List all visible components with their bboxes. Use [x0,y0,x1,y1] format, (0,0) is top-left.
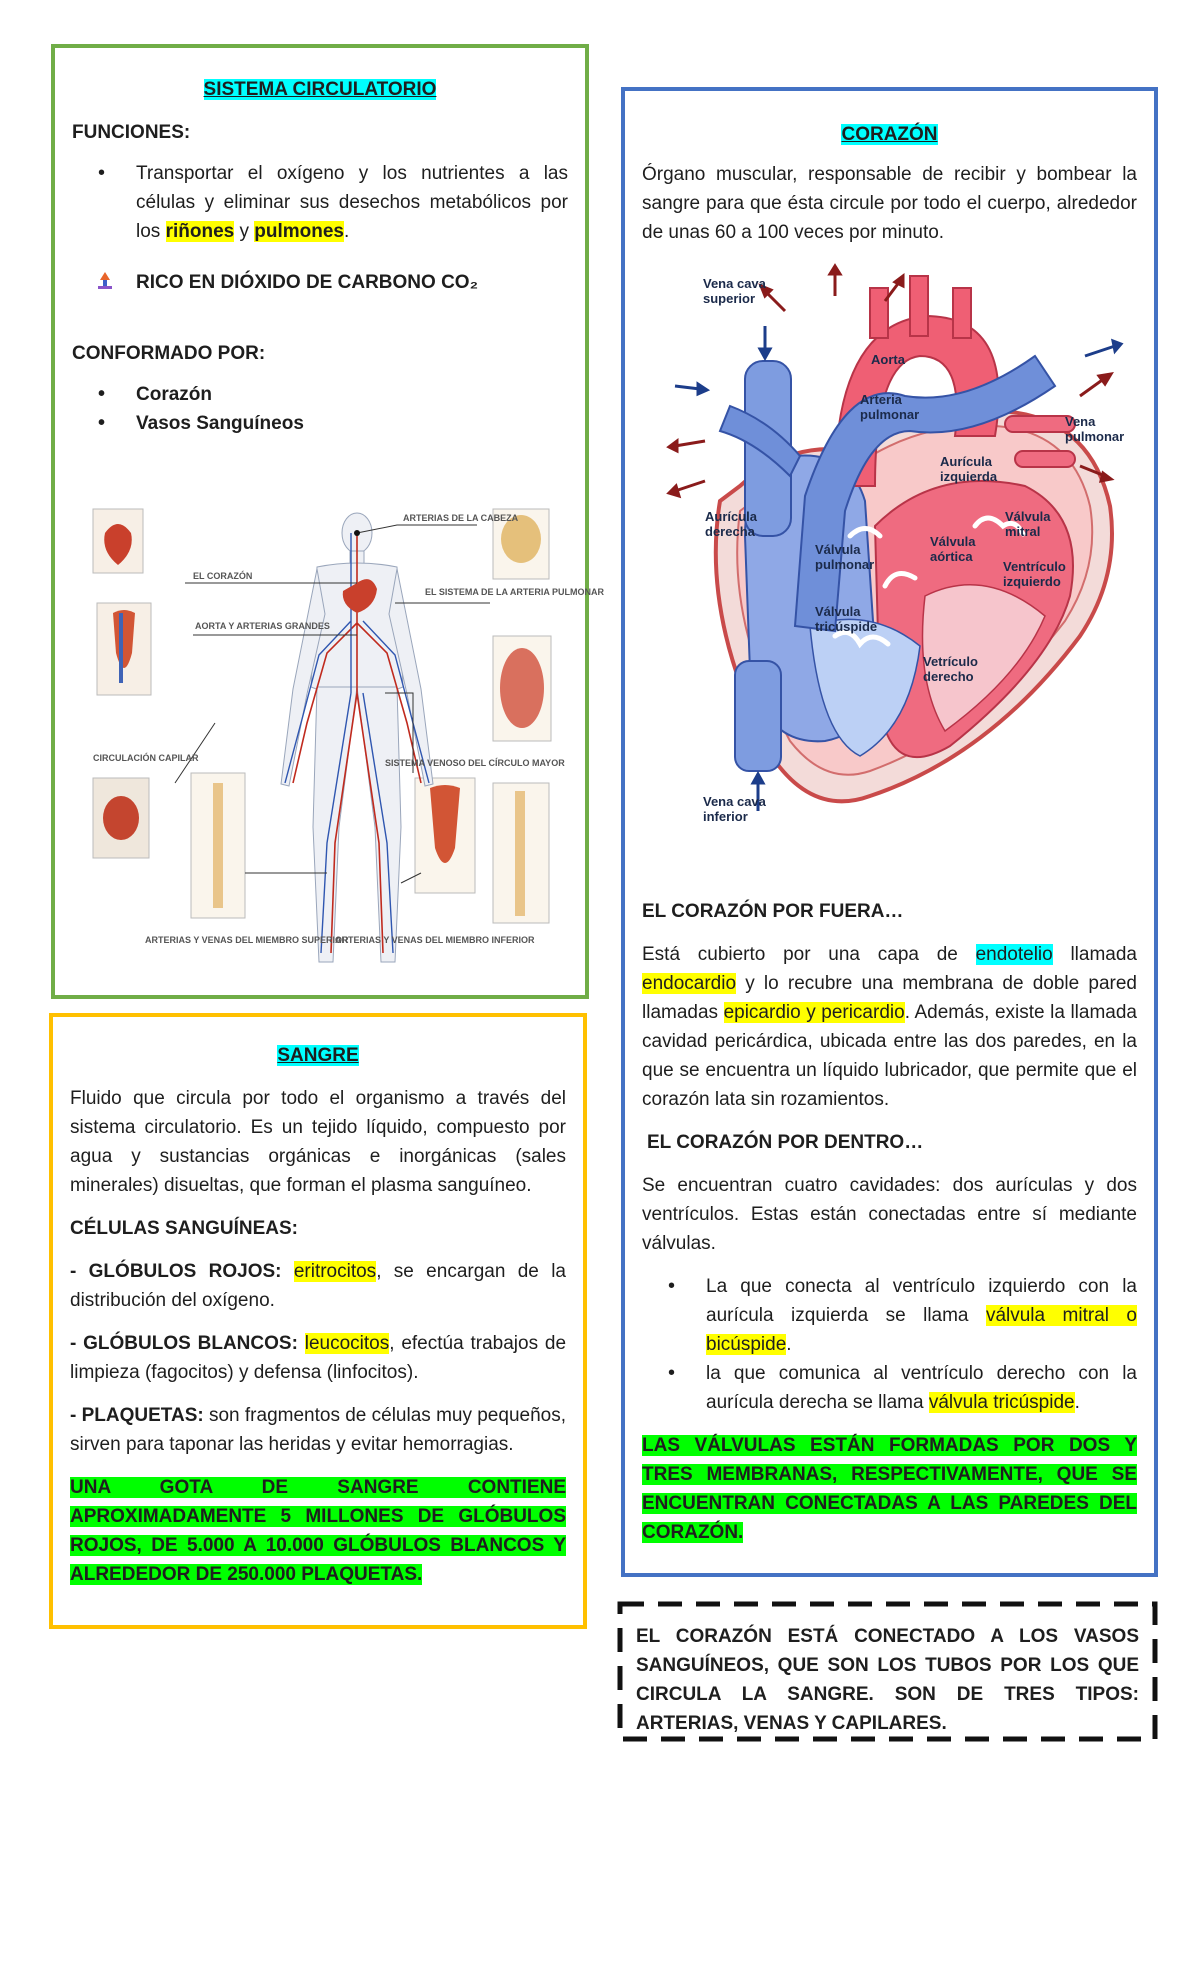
valvulas-membranas: LAS VÁLVULAS ESTÁN FORMADAS POR DOS Y TRES MEMBRANAS, RESPECTIVAMENTE, QUE SE ENCUENTRAN CONECTADAS A LAS PAREDES DEL CORAZÓN. [642,1435,1137,1543]
corazon-panel [621,87,1158,1577]
globulos-blancos: - GLÓBULOS BLANCOS: leucocitos, efectúa trabajos de limpieza (fagocitos) y defensa (linfocitos). [70,1333,567,1383]
corazon-intro: Órgano muscular, responsable de recibir y bombear la sangre para que ésta circule por todo el cuerpo, alrededor de unas 60 a 100 veces por minuto. [642,164,1137,243]
heart-label-valvula-tricuspide: Válvula tricúspide [815,604,878,634]
dentro-label: EL CORAZÓN POR DENTRO… [647,1132,924,1153]
heart-label-ventriculo-derecho: Vetrículo derecho [923,654,978,684]
corazon-title: CORAZÓN [841,124,938,145]
label-venoso: SISTEMA VENOSO DEL CÍRCULO MAYOR [385,758,565,768]
heart-label-valvula-aortica: Válvula aórtica [930,534,976,564]
conformado-list [72,380,568,438]
vasos-panel [616,1600,1159,1743]
heart-label-aorta: Aorta [871,352,905,367]
funciones-label: FUNCIONES: [72,122,191,143]
fuera-label: EL CORAZÓN POR FUERA… [642,901,904,922]
valvula-item: • La que conecta al ventrículo izquierdo con la aurícula izquierda se llama válvula mitral o bicúspide. [642,1272,1137,1359]
label-superior: ARTERIAS Y VENAS DEL MIEMBRO SUPERIOR [145,935,349,945]
globulos-rojos: - GLÓBULOS ROJOS: eritrocitos, se encargan de la distribución del oxígeno. [70,1261,566,1311]
bullet-icon: • [98,383,106,405]
arrow-bullet-icon [98,270,112,299]
celulas-label: CÉLULAS SANGUÍNEAS: [70,1218,299,1239]
rico-list [72,268,568,297]
label-inferior: ARTERIAS Y VENAS DEL MIEMBRO INFERIOR [335,935,535,945]
bullet-icon: • [98,162,106,184]
conformado-item: • Vasos Sanguíneos [72,409,568,438]
funcion-item: • Transportar el oxígeno y los nutrientes a las células y eliminar sus desechos metabólicos por los riñones y pulmones. [72,159,568,246]
heart-label-arteria-pulmonar: Arteria pulmonar [860,392,920,422]
sangre-panel [49,1013,587,1629]
bullet-icon: • [98,412,106,434]
funciones-list [72,159,568,246]
heart-label-valvula-mitral: Válvula mitral [1005,509,1051,539]
label-arterias-cabeza: ARTERIAS DE LA CABEZA [403,513,519,523]
sistema-circulatorio-panel [51,44,605,999]
heart-label-auricula-izquierda: Aurícula izquierda [940,454,998,484]
gota-de-sangre: UNA GOTA DE SANGRE CONTIENE APROXIMADAMENTE 5 MILLONES DE GLÓBULOS ROJOS, DE 5.000 A 10.000 GLÓBULOS BLANCOS Y ALREDEDOR DE 250.000 PLAQUETAS. [70,1477,566,1585]
label-aorta: AORTA Y ARTERIAS GRANDES [195,621,330,631]
dentro-text: Se encuentran cuatro cavidades: dos aurículas y dos ventrículos. Estas están conectadas entre sí mediante válvulas. [642,1175,1137,1254]
sangre-intro: Fluido que circula por todo el organismo a través del sistema circulatorio. Es un tejido líquido, compuesto por agua y sustancias orgánicas e inorgánicas (sales minerales) disueltas, que forman el plasma sanguíneo. [70,1088,566,1196]
heart-label-ventriculo-izquierdo: Ventrículo izquierdo [1003,559,1066,589]
bullet-icon: • [668,1362,676,1384]
label-el-corazon: EL CORAZÓN [193,571,253,581]
valvula-item: • la que comunica al ventrículo derecho con la aurícula derecha se llama válvula tricúspide. [642,1359,1137,1417]
heart-label-valvula-pulmonar: Válvula pulmonar [815,542,875,572]
heart-label-vci: Vena cava inferior [703,794,766,824]
label-capilar: CIRCULACIÓN CAPILAR [93,753,199,763]
plaquetas: - PLAQUETAS: son fragmentos de células muy pequeños, sirven para taponar las heridas y evitar hemorragias. [70,1405,566,1455]
heart-label-auricula-derecha: Aurícula derecha [705,509,758,539]
heart-label-vena-pulmonar: Vena pulmonar [1065,414,1125,444]
heart-diagram [635,266,1145,841]
conformado-item: • Corazón [72,380,568,409]
rico-item: RICO EN DIÓXIDO DE CARBONO CO₂ [72,268,568,297]
valvulas-list [642,1272,1137,1417]
circulatory-system-illustration [85,503,605,973]
vasos-text: EL CORAZÓN ESTÁ CONECTADO A LOS VASOS SANGUÍNEOS, QUE SON LOS TUBOS POR LOS QUE CIRCULA LA SANGRE. SON DE TRES TIPOS: ARTERIAS, VENAS Y CAPILARES. [636,1626,1139,1734]
sistema-title: SISTEMA CIRCULATORIO [203,79,437,100]
conformado-label: CONFORMADO POR: [72,343,266,364]
heart-label-vcs: Vena cava superior [703,276,766,306]
sangre-title: SANGRE [277,1045,359,1066]
bullet-icon: • [668,1275,676,1297]
fuera-text: Está cubierto por una capa de endotelio llamada endocardio y lo recubre una membrana de doble pared llamadas epicardio y pericardio. Además, existe la llamada cavidad pericárdica, ubicada entre las dos paredes, en la que se encuentra un líquido lubricador, que permite que el corazón lata sin rozamientos. [642,944,1137,1110]
label-pulmonar: EL SISTEMA DE LA ARTERIA PULMONAR [425,587,605,597]
